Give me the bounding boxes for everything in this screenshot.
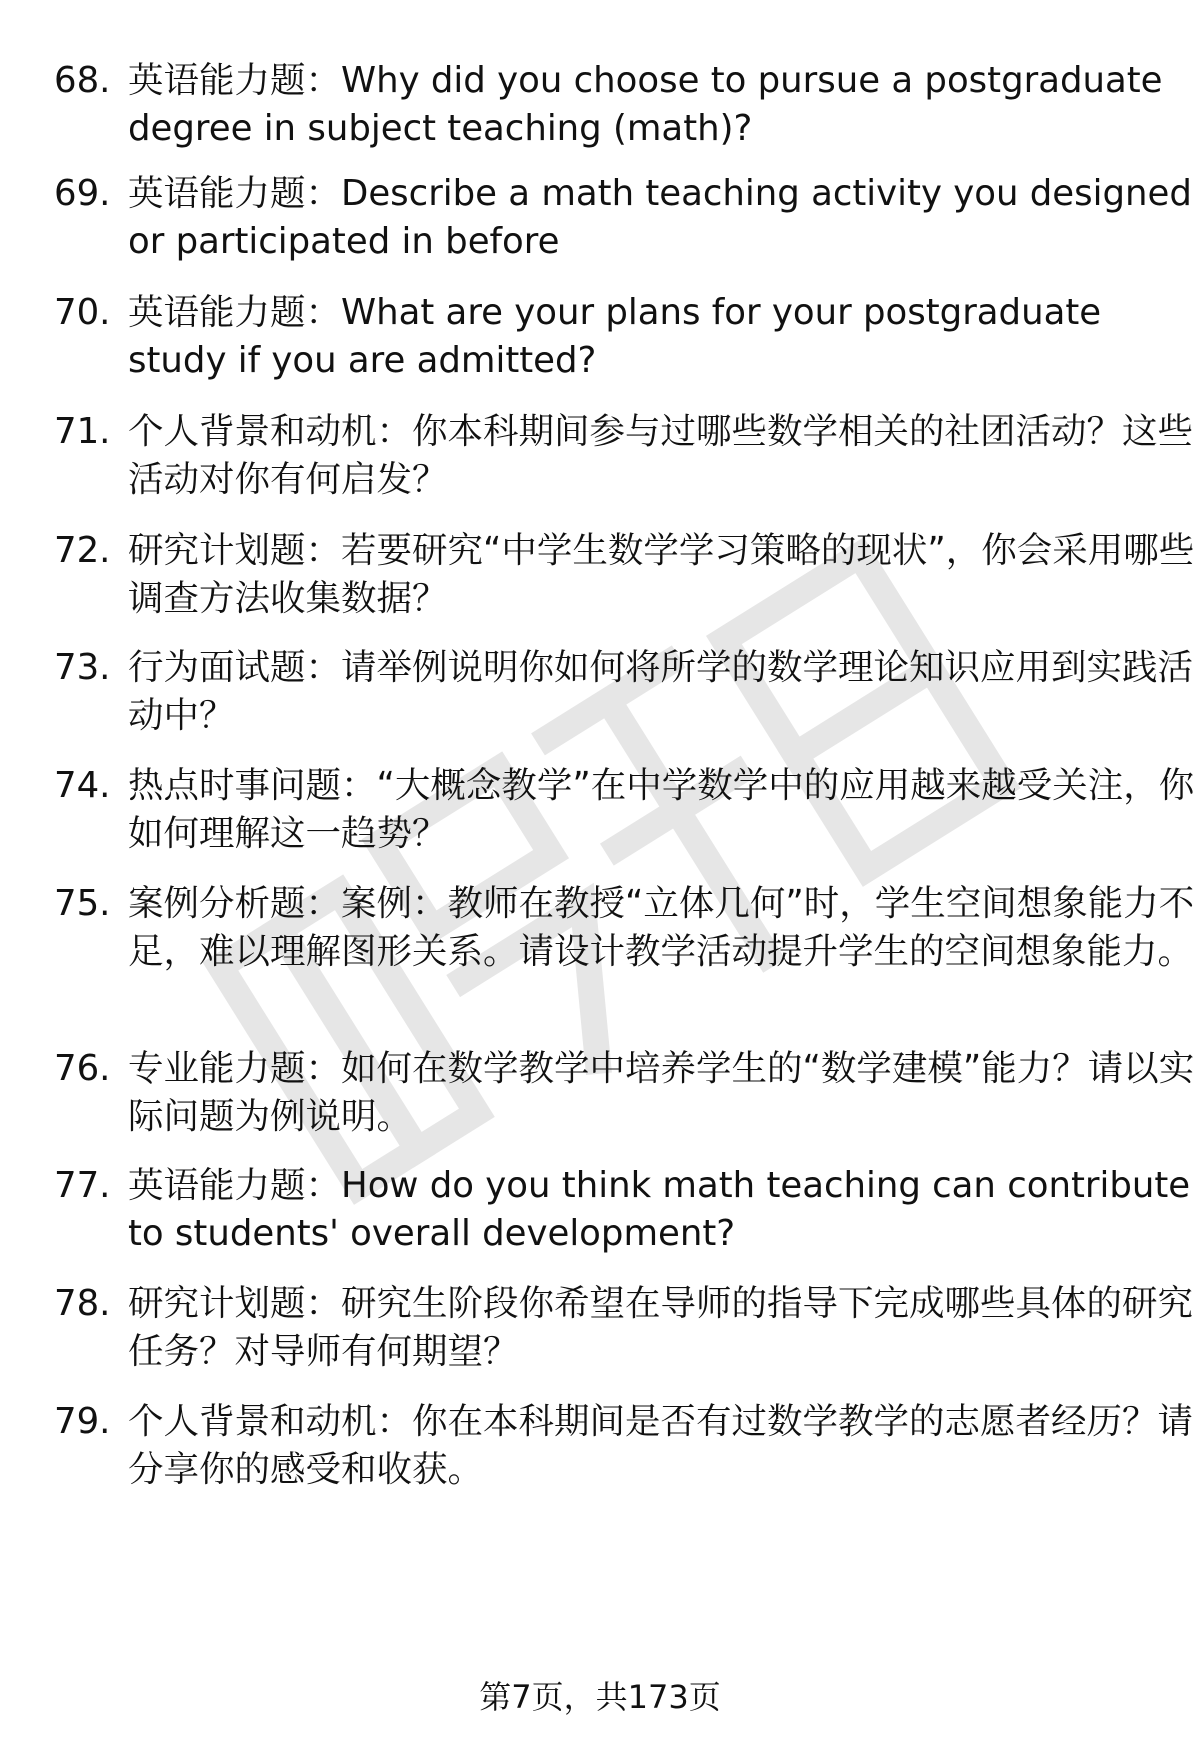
question-number: 72. — [54, 530, 111, 571]
question-item-79 — [54, 1398, 1194, 1494]
question-item-71 — [54, 408, 1194, 504]
question-number: 79. — [54, 1401, 111, 1442]
question-number: 69. — [54, 173, 111, 214]
question-text: 案例分析题：案例：教师在教授“立体几何”时，学生空间想象能力不足，难以理解图形关系。请设计教学活动提升学生的空间想象能力。 — [128, 883, 1195, 972]
question-text: 英语能力题：Describe a math teaching activity you designed or participated in before — [128, 173, 1192, 262]
question-text: 个人背景和动机：你在本科期间是否有过数学教学的志愿者经历？请分享你的感受和收获。 — [128, 1401, 1194, 1490]
question-number: 76. — [54, 1048, 111, 1089]
question-text: 研究计划题：若要研究“中学生数学学习策略的现状”，你会采用哪些调查方法收集数据？ — [128, 530, 1195, 619]
question-item-68 — [54, 57, 1164, 153]
question-text: 英语能力题：Why did you choose to pursue a postgraduate degree in subject teaching (math)? — [128, 60, 1163, 149]
question-text: 英语能力题：What are your plans for your postgraduate study if you are admitted? — [128, 292, 1102, 381]
question-number: 78. — [54, 1283, 111, 1324]
question-text: 研究计划题：研究生阶段你希望在导师的指导下完成哪些具体的研究任务？对导师有何期望？ — [128, 1283, 1194, 1372]
question-text: 个人背景和动机：你本科期间参与过哪些数学相关的社团活动？这些活动对你有何启发？ — [128, 411, 1194, 500]
question-number: 73. — [54, 647, 111, 688]
question-number: 74. — [54, 765, 111, 806]
question-item-77 — [54, 1162, 1191, 1258]
question-item-75 — [54, 880, 1195, 976]
question-item-78 — [54, 1280, 1194, 1376]
question-item-74 — [54, 762, 1195, 858]
question-number: 68. — [54, 60, 111, 101]
question-item-72 — [54, 527, 1195, 623]
page-indicator: 第7页，共173页 — [479, 1678, 721, 1716]
question-item-70 — [54, 289, 1164, 385]
question-number: 75. — [54, 883, 111, 924]
question-text: 热点时事问题：“大概念教学”在中学数学中的应用越来越受关注，你如何理解这一趋势？ — [128, 765, 1195, 854]
question-text: 专业能力题：如何在数学教学中培养学生的“数学建模”能力？请以实际问题为例说明。 — [128, 1048, 1195, 1137]
question-item-69 — [54, 170, 1192, 266]
question-text: 行为面试题：请举例说明你如何将所学的数学理论知识应用到实践活动中？ — [128, 647, 1194, 736]
question-text: 英语能力题：How do you think math teaching can contribute to students' overall development? — [128, 1165, 1191, 1254]
question-number: 70. — [54, 292, 111, 333]
question-item-73 — [54, 644, 1194, 740]
question-number: 71. — [54, 411, 111, 452]
question-item-76 — [54, 1045, 1195, 1141]
question-number: 77. — [54, 1165, 111, 1206]
